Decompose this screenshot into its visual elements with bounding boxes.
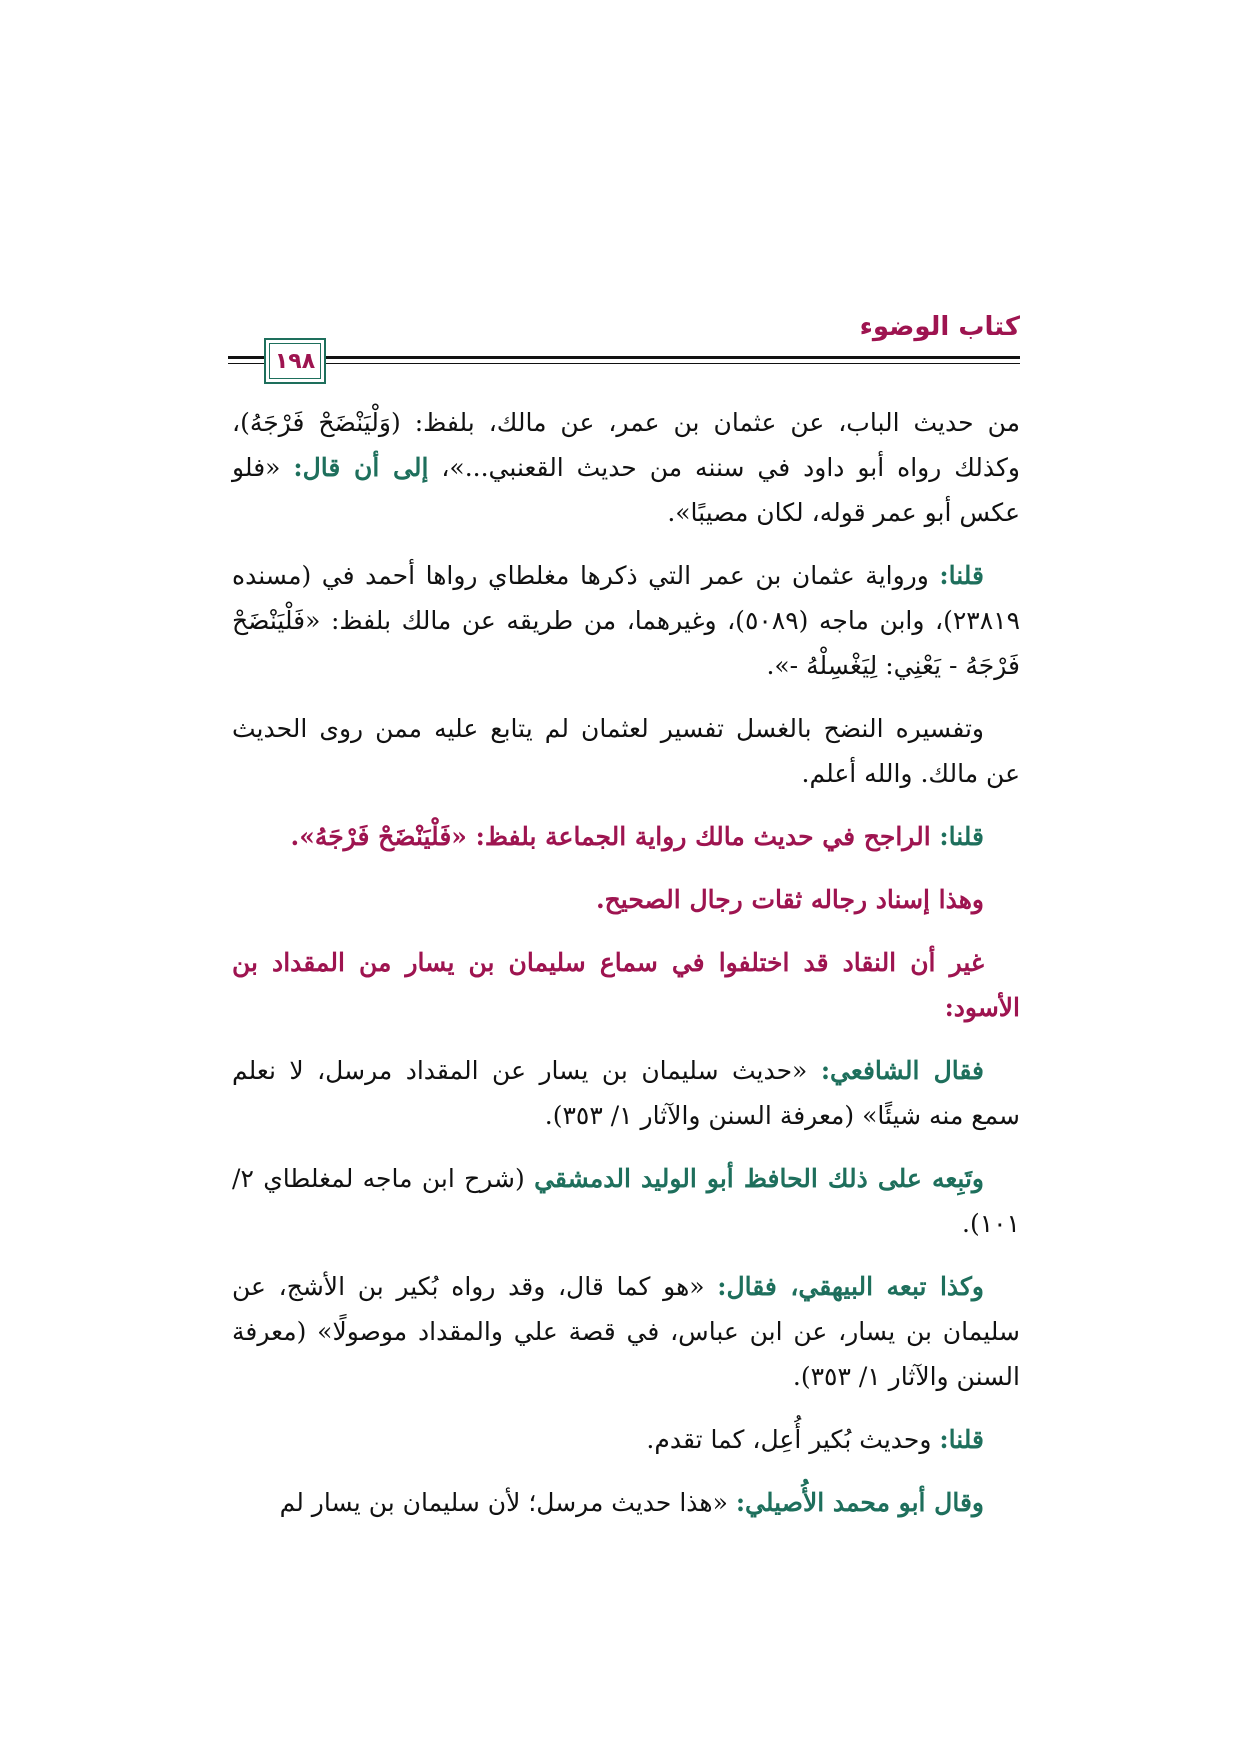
page-number-badge bbox=[264, 338, 326, 384]
text: «حديث سليمان بن يسار عن المقداد مرسل، لا نعلم سمع منه شيئًا» (معرفة السنن والآثار ١/ ٣٥٣). bbox=[232, 1056, 1020, 1130]
book-title: كتاب الوضوء bbox=[859, 312, 1020, 342]
text: «هذا حديث مرسل؛ لأن سليمان بن يسار لم bbox=[279, 1488, 736, 1517]
paragraph-9 bbox=[232, 1264, 1020, 1399]
scholar-label: وقال أبو محمد الأُصيلي: bbox=[735, 1488, 984, 1517]
qulna-label: قلنا: bbox=[939, 561, 984, 590]
header-rule-thin bbox=[228, 363, 1020, 364]
conclusion-text: وهذا إسناد رجاله ثقات رجال الصحيح. bbox=[595, 885, 984, 914]
text: وتفسيره النضح بالغسل تفسير لعثمان لم يتابع عليه ممن روى الحديث عن مالك. والله أعلم. bbox=[232, 714, 1020, 788]
conclusion-text: الراجح في حديث مالك رواية الجماعة بلفظ: «فَلْيَنْضَحْ فَرْجَهُ». bbox=[290, 822, 940, 851]
page-header bbox=[228, 312, 1020, 372]
text: ورواية عثمان بن عمر التي ذكرها مغلطاي رواها أحمد في (مسنده ٢٣٨١٩)، وابن ماجه (٥٠٨٩)، وغيرهما، من طريقه عن مالك بلفظ: «فَلْيَنْضَحْ فَرْجَهُ - يَعْنِي: لِيَغْسِلْهُ -». bbox=[232, 561, 1020, 680]
paragraph-10 bbox=[232, 1417, 1020, 1462]
paragraph-5 bbox=[232, 877, 1020, 922]
scholar-label: وكذا تبعه البيهقي، فقال: bbox=[717, 1272, 984, 1301]
qulna-label: قلنا: bbox=[939, 822, 984, 851]
highlight-phrase: إلى أن قال: bbox=[293, 453, 429, 482]
scholar-label: فقال الشافعي: bbox=[820, 1056, 984, 1085]
paragraph-1 bbox=[232, 400, 1020, 535]
paragraph-8 bbox=[232, 1156, 1020, 1246]
qulna-label: قلنا: bbox=[939, 1425, 984, 1454]
paragraph-7 bbox=[232, 1048, 1020, 1138]
paragraph-2 bbox=[232, 553, 1020, 688]
text: «هو كما قال، وقد رواه بُكير بن الأشج، عن سليمان بن يسار، عن ابن عباس، في قصة علي والمقداد موصولًا» (معرفة السنن والآثار ١/ ٣٥٣). bbox=[232, 1272, 1020, 1391]
conclusion-text: غير أن النقاد قد اختلفوا في سماع سليمان بن يسار من المقداد بن الأسود: bbox=[232, 948, 1020, 1022]
page-number: ١٩٨ bbox=[269, 343, 321, 379]
paragraph-11 bbox=[232, 1480, 1020, 1525]
paragraph-3 bbox=[232, 706, 1020, 796]
text: «فلو عكس أبو عمر قوله، لكان مصيبًا». bbox=[232, 453, 1020, 527]
page-body bbox=[232, 400, 1020, 1543]
text: من حديث الباب، عن عثمان بن عمر، عن مالك، بلفظ: (وَلْيَنْضَحْ فَرْجَهُ)، وكذلك رواه أبو داود في سننه من حديث القعنبي...»، bbox=[232, 408, 1020, 482]
text: وحديث بُكير أُعِل، كما تقدم. bbox=[646, 1425, 940, 1454]
paragraph-6 bbox=[232, 940, 1020, 1030]
paragraph-4 bbox=[232, 814, 1020, 859]
header-rule-thick bbox=[228, 356, 1020, 359]
scholar-label: وتَبِعه على ذلك الحافظ أبو الوليد الدمشقي bbox=[534, 1164, 984, 1193]
text: (شرح ابن ماجه لمغلطاي ٢/ ١٠١). bbox=[232, 1164, 1020, 1238]
